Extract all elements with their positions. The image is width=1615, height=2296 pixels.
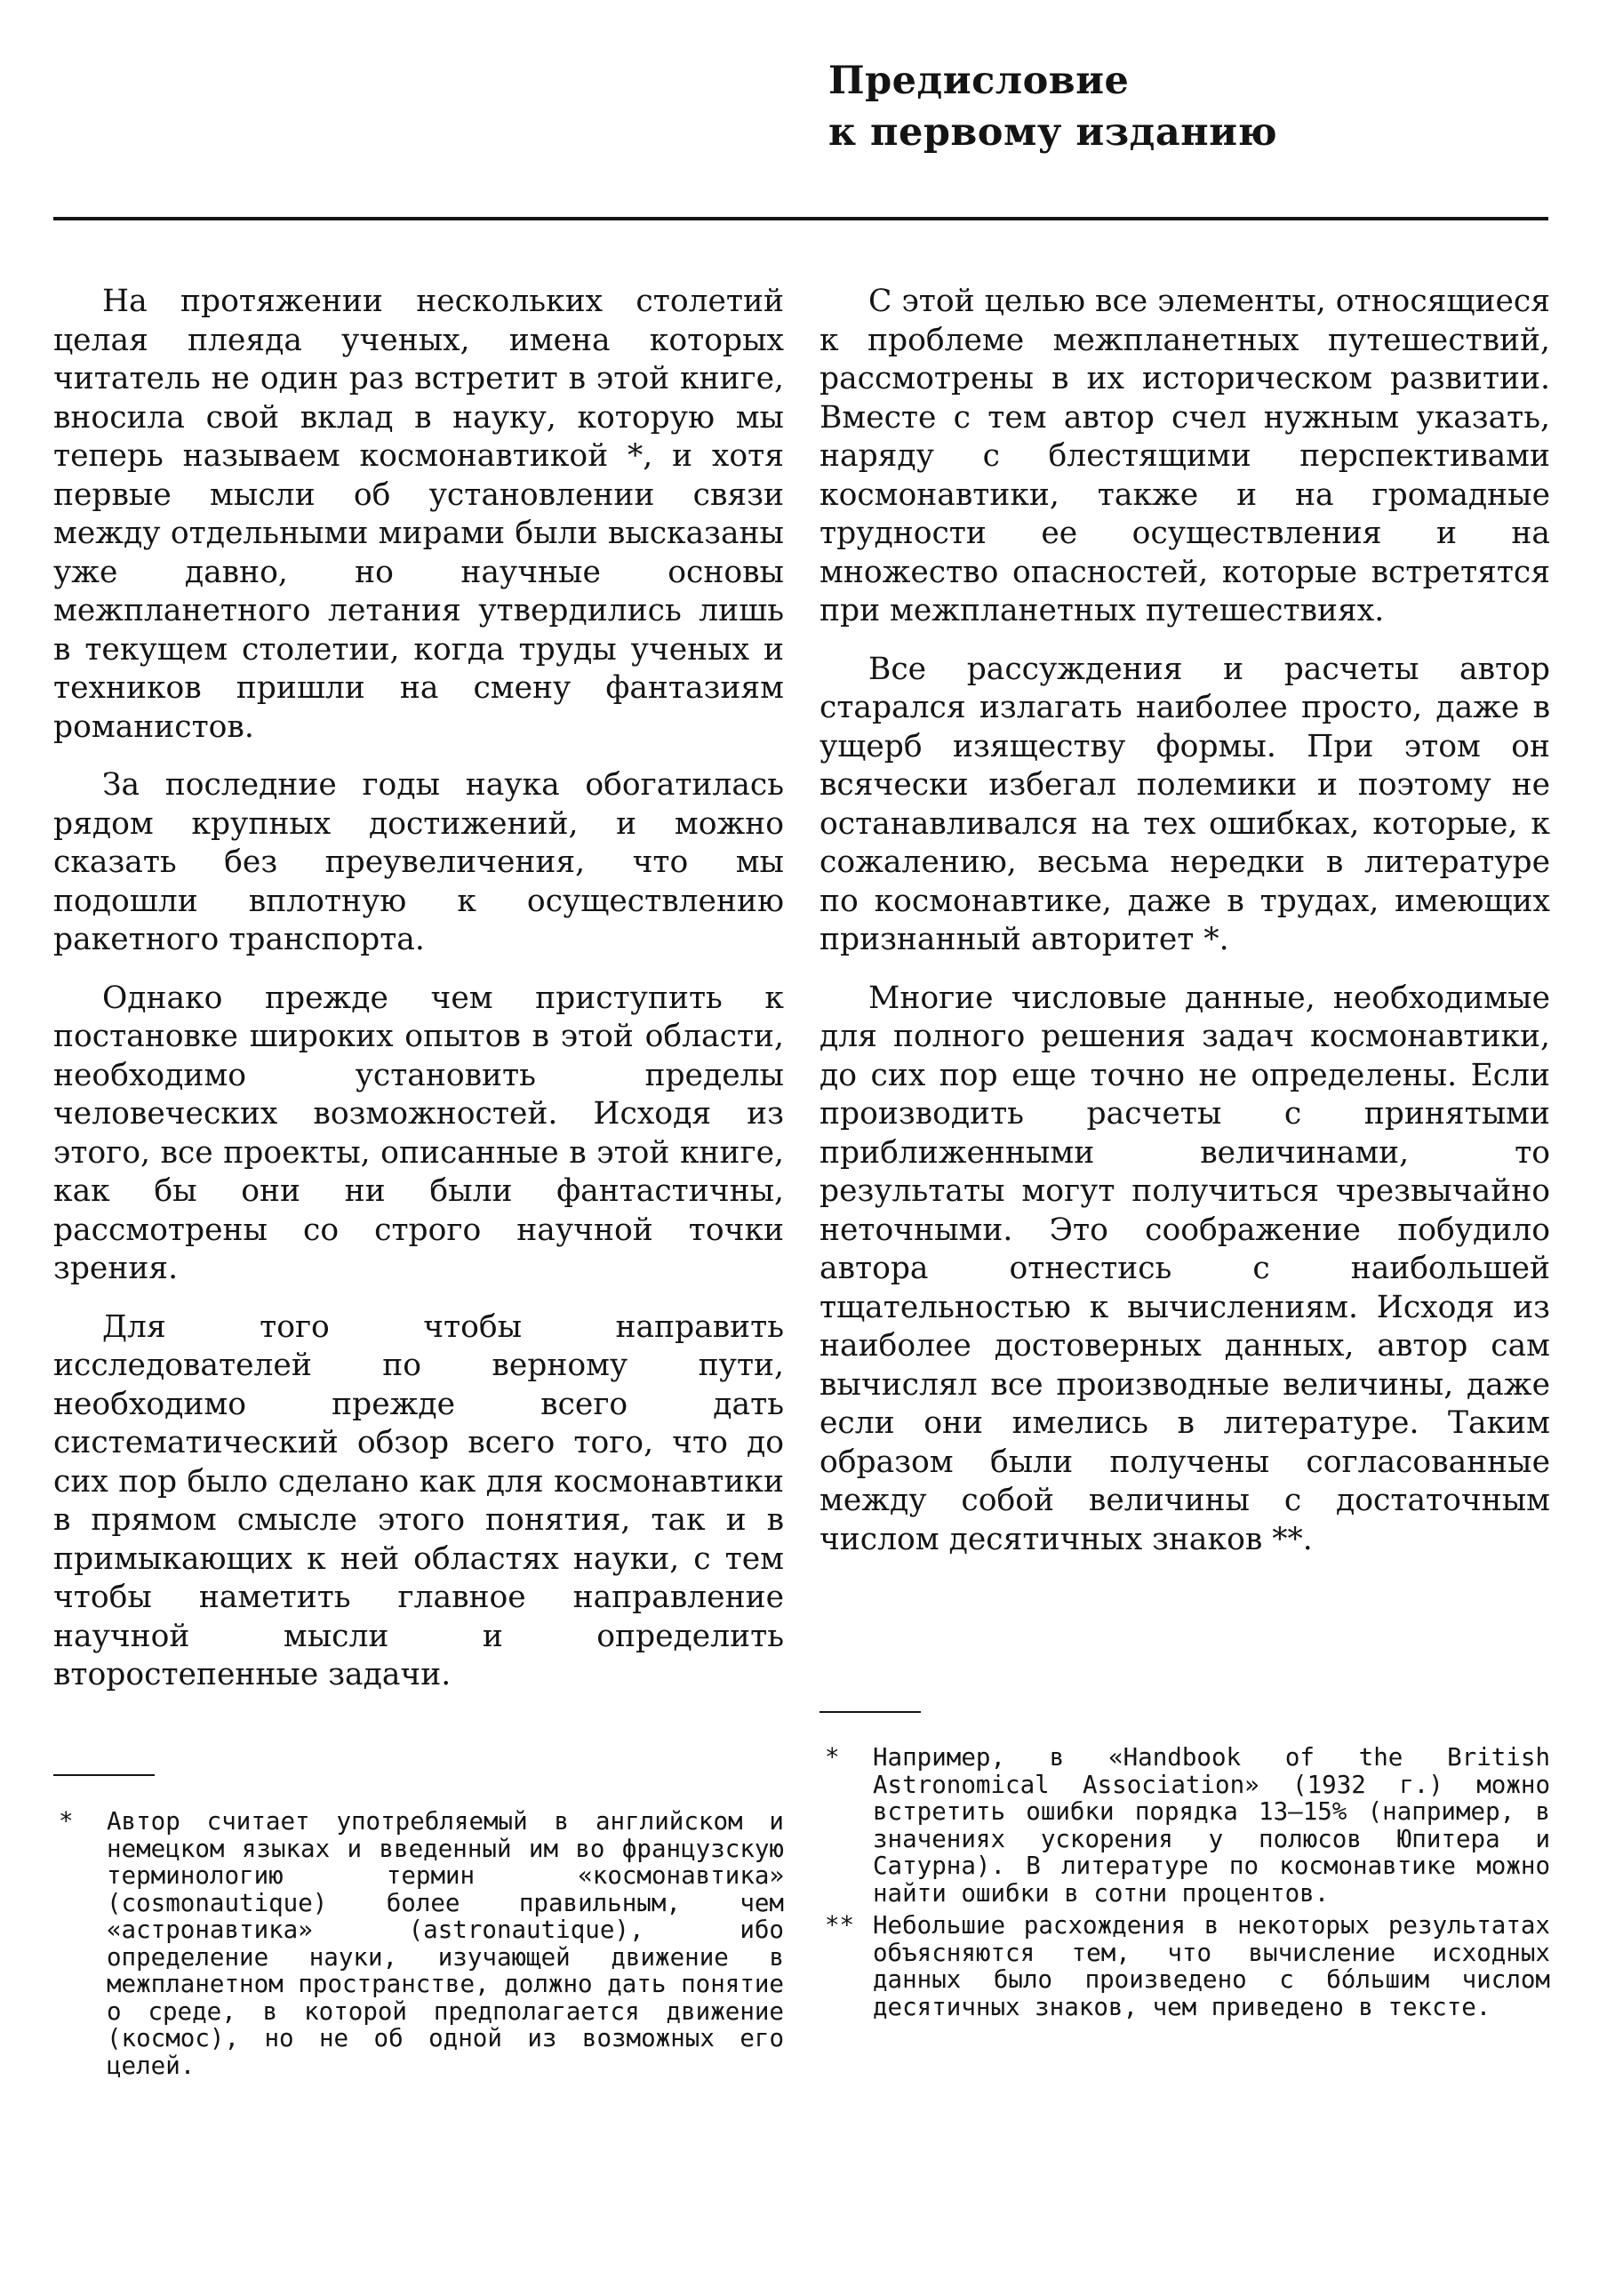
page-title bbox=[828, 55, 1277, 158]
right-column bbox=[819, 283, 1550, 1559]
footnote-text: Например, в «Handbook of the British Astronomical Association» (1932 г.) можно встретить ошибки порядка 13—15% (например, в значениях ускорения у полюсов Юпитера и Сатурна). В литературе по космонавтике можно найти ошибки в сотни процентов. bbox=[873, 1743, 1550, 1908]
paragraph: Однако прежде чем приступить к постановке широких опытов в этой области, необходимо установить пределы человеческих возможностей. Исходя из этого, все проекты, описанные в этой книге, как бы они ни были фантастичны, рассмотрены со строго научной точки зрения. bbox=[53, 980, 784, 1286]
footnote bbox=[819, 1744, 1550, 1907]
right-footnotes bbox=[819, 1744, 1550, 2026]
paragraph: Для того чтобы направить исследователей по верному пути, необходимо прежде всего дать систематический обзор всего того, что до сих пор было сделано как для космонавтики в прямом смысле этого понятия, так и в примыкающих к ней областях науки, с тем чтобы наметить главное направление научной мысли и определить второстепенные задачи. bbox=[53, 1308, 784, 1692]
footnote-mark: ** bbox=[825, 1911, 855, 1940]
page-title-line-1: Предисловие bbox=[828, 59, 1130, 103]
paragraph: С этой целью все элементы, относящиеся к проблеме межпланетных путешествий, рассмотрены в их историческом развитии. Вместе с тем автор счел нужным указать, наряду с блестящими перспективами космонавтики, также и на громадные трудности ее осуществления и на множество опасностей, которые встретятся при межпланетных путешествиях. bbox=[819, 284, 1550, 628]
left-footnotes bbox=[53, 1808, 784, 2084]
footnote bbox=[53, 1808, 784, 2079]
footnote-text: Небольшие расхождения в некоторых результатах объясняются тем, что вычисление исходных данных было произведено с бóльшим числом десятичных знаков, чем приведено в тексте. bbox=[873, 1911, 1550, 2021]
footnote-divider bbox=[819, 1711, 921, 1713]
footnote bbox=[819, 1912, 1550, 2020]
left-column bbox=[53, 283, 784, 1695]
footnote-mark: * bbox=[59, 1807, 74, 1836]
paragraph: Многие числовые данные, необходимые для полного решения задач космонавтики, до сих пор еще точно не определены. Если производить расчеты с принятыми приближенными величинами, то результаты могут получиться чрезвычайно неточными. Это соображение побудило автора отнестись с наибольшей тщательностью к вычислениям. Исходя из наиболее достоверных данных, автор сам вычислял все производные величины, даже если они имелись в литературе. Таким образом были получены согласованные между собой величины с достаточным числом десятичных знаков **. bbox=[819, 980, 1550, 1557]
footnote-mark: * bbox=[825, 1743, 840, 1772]
footnote-divider bbox=[53, 1774, 155, 1776]
paragraph: На протяжении нескольких столетий целая плеяда ученых, имена которых читатель не один раз встретит в этой книге, вносила свой вклад в науку, которую мы теперь называем космонавтикой *, и хотя первые мысли об установлении связи между отдельными мирами были высказаны уже давно, но научные основы межпланетного летания утвердились лишь в текущем столетии, когда труды ученых и техников пришли на смену фантазиям романистов. bbox=[53, 284, 784, 745]
page-title-line-2: к первому изданию bbox=[828, 110, 1278, 155]
paragraph: Все рассуждения и расчеты автор старался излагать наиболее просто, даже в ущерб изяществу формы. При этом он всячески избегал полемики и поэтому не останавливался на тех ошибках, которые, к сожалению, весьма нередки в литературе по космонавтике, даже в трудах, имеющих признанный авторитет *. bbox=[819, 651, 1550, 957]
footnote-text: Автор считает употребляемый в английском и немецком языках и введенный им во французскую терминологию термин «космонавтика» (cosmonautique) более правильным, чем «астронавтика» (astronautique), ибо определение науки, изучающей движение в межпланетном пространстве, должно дать понятие о среде, в которой предполагается движение (космос), но не об одной из возможных его целей. bbox=[107, 1807, 784, 2080]
title-divider bbox=[53, 217, 1548, 220]
paragraph: За последние годы наука обогатилась рядом крупных достижений, и можно сказать без преувеличения, что мы подошли вплотную к осуществлению ракетного транспорта. bbox=[53, 767, 784, 957]
